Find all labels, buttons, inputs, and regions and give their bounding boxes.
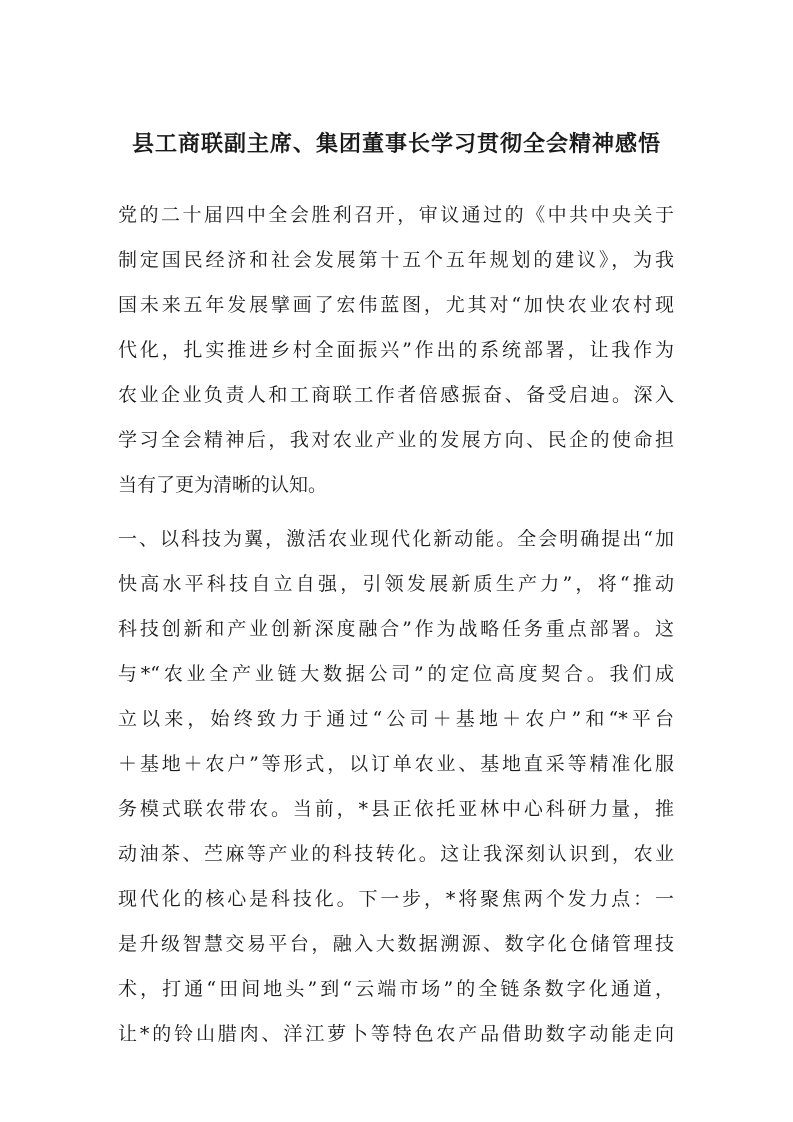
text-line: 国未来五年发展擘画了宏伟蓝图，尤其对“加快农业农村现 bbox=[118, 294, 674, 316]
text-line: 农业企业负责人和工商联工作者倍感振奋、备受启迪。深入 bbox=[118, 384, 674, 406]
text-line: 学习全会精神后，我对农业产业的发展方向、民企的使命担 bbox=[118, 429, 674, 451]
text-line: 当有了更为清晰的认知。 bbox=[118, 474, 328, 496]
text-line: 动油茶、苎麻等产业的科技转化。这让我深刻认识到，农业 bbox=[118, 843, 674, 865]
text-line: 快高水平科技自立自强，引领发展新质生产力”，将“推动 bbox=[118, 573, 674, 595]
text-line: 与*“农业全产业链大数据公司”的定位高度契合。我们成 bbox=[118, 663, 674, 685]
text-line: 科技创新和产业创新深度融合”作为战略任务重点部署。这 bbox=[118, 618, 674, 640]
text-line: 是升级智慧交易平台，融入大数据溯源、数字化仓储管理技 bbox=[118, 933, 674, 955]
text-line: 术，打通“田间地头”到“云端市场”的全链条数字化通道， bbox=[118, 978, 674, 1000]
text-line: 一、以科技为翼，激活农业现代化新动能。全会明确提出“加 bbox=[118, 528, 674, 550]
text-line: 让*的铃山腊肉、洋江萝卜等特色农产品借助数字动能走向 bbox=[118, 1023, 674, 1045]
document-title: 县工商联副主席、集团董事长学习贯彻全会精神感悟 bbox=[131, 131, 661, 157]
text-line: 党的二十届四中全会胜利召开，审议通过的《中共中央关于 bbox=[118, 204, 674, 226]
text-line: 务模式联农带农。当前，*县正依托亚林中心科研力量，推 bbox=[118, 798, 674, 820]
paragraph-intro bbox=[118, 193, 674, 508]
text-line: 制定国民经济和社会发展第十五个五年规划的建议》，为我 bbox=[118, 249, 674, 271]
text-line: 现代化的核心是科技化。下一步，*将聚焦两个发力点：一 bbox=[118, 888, 674, 910]
text-line: ＋基地＋农户”等形式，以订单农业、基地直采等精准化服 bbox=[118, 753, 674, 775]
text-line: 代化，扎实推进乡村全面振兴”作出的系统部署，让我作为 bbox=[118, 339, 674, 361]
text-line: 立以来，始终致力于通过“公司＋基地＋农户”和“*平台 bbox=[118, 708, 674, 730]
paragraph-section-one bbox=[118, 517, 674, 1057]
